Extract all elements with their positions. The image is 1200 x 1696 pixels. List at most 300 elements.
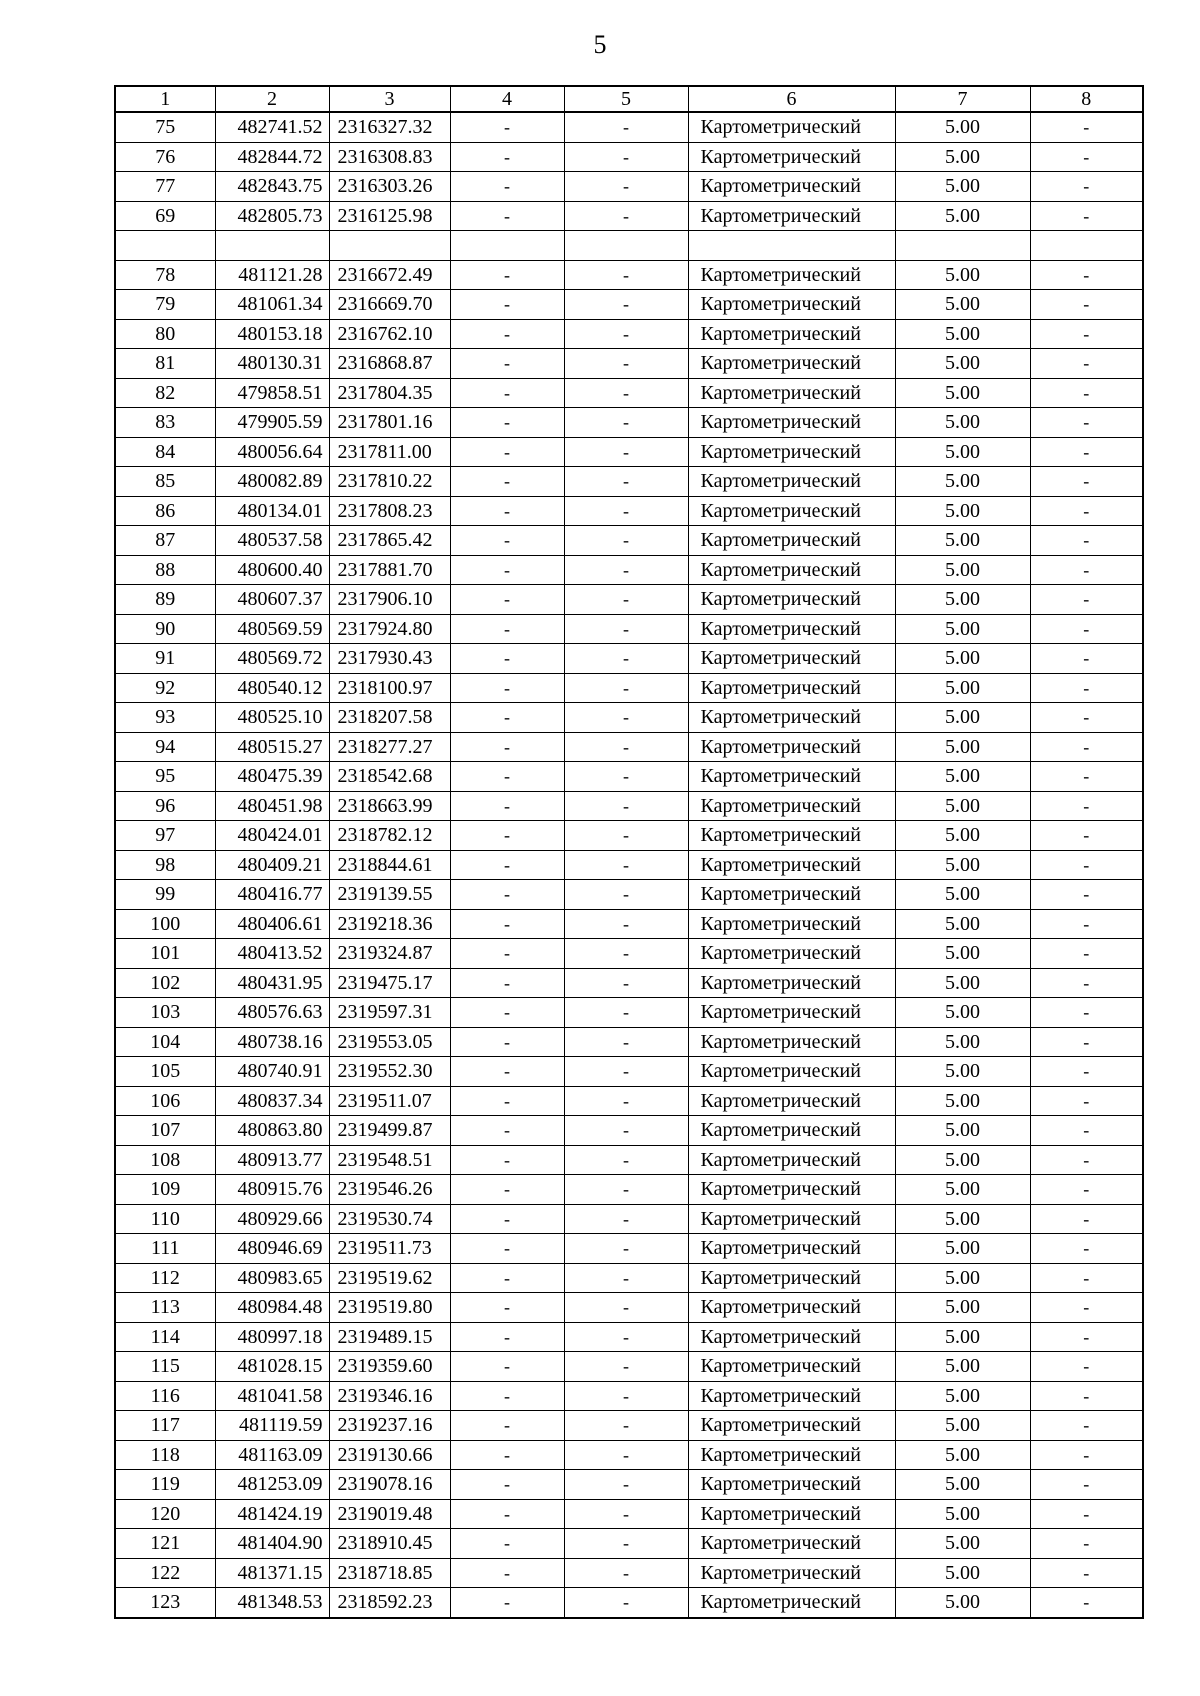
point-number-cell: 117 — [115, 1411, 215, 1441]
table-row — [115, 1381, 1143, 1411]
accuracy-cell: 5.00 — [895, 1588, 1030, 1618]
column-5-cell — [564, 231, 688, 261]
y-coordinate-cell: 2319324.87 — [329, 939, 450, 969]
method-cell: Картометрический — [688, 349, 895, 379]
x-coordinate-cell: 480984.48 — [215, 1293, 329, 1323]
x-coordinate-cell: 481253.09 — [215, 1470, 329, 1500]
column-8-cell: - — [1030, 496, 1143, 526]
column-4-cell: - — [450, 909, 564, 939]
table-row — [115, 142, 1143, 172]
x-coordinate-cell: 480837.34 — [215, 1086, 329, 1116]
table-row — [115, 880, 1143, 910]
accuracy-cell — [895, 231, 1030, 261]
point-number-cell: 109 — [115, 1175, 215, 1205]
column-4-cell: - — [450, 1204, 564, 1234]
column-header: 2 — [215, 86, 329, 112]
column-8-cell: - — [1030, 644, 1143, 674]
y-coordinate-cell: 2317881.70 — [329, 555, 450, 585]
column-8-cell: - — [1030, 319, 1143, 349]
method-cell: Картометрический — [688, 437, 895, 467]
column-4-cell: - — [450, 319, 564, 349]
x-coordinate-cell: 480569.72 — [215, 644, 329, 674]
y-coordinate-cell: 2316762.10 — [329, 319, 450, 349]
y-coordinate-cell: 2319597.31 — [329, 998, 450, 1028]
y-coordinate-cell: 2316669.70 — [329, 290, 450, 320]
point-number-cell: 69 — [115, 201, 215, 231]
table-row — [115, 614, 1143, 644]
method-cell: Картометрический — [688, 585, 895, 615]
column-4-cell: - — [450, 703, 564, 733]
column-8-cell: - — [1030, 555, 1143, 585]
point-number-cell: 84 — [115, 437, 215, 467]
table-row — [115, 1470, 1143, 1500]
table-row — [115, 290, 1143, 320]
x-coordinate-cell: 480540.12 — [215, 673, 329, 703]
y-coordinate-cell: 2318207.58 — [329, 703, 450, 733]
point-number-cell: 96 — [115, 791, 215, 821]
y-coordinate-cell: 2319078.16 — [329, 1470, 450, 1500]
point-number-cell: 113 — [115, 1293, 215, 1323]
table-row — [115, 998, 1143, 1028]
accuracy-cell: 5.00 — [895, 1027, 1030, 1057]
column-5-cell: - — [564, 998, 688, 1028]
accuracy-cell: 5.00 — [895, 585, 1030, 615]
point-number-cell: 90 — [115, 614, 215, 644]
x-coordinate-cell: 481424.19 — [215, 1499, 329, 1529]
x-coordinate-cell: 481121.28 — [215, 260, 329, 290]
y-coordinate-cell: 2317808.23 — [329, 496, 450, 526]
column-8-cell: - — [1030, 1027, 1143, 1057]
column-4-cell: - — [450, 555, 564, 585]
column-4-cell: - — [450, 1588, 564, 1618]
accuracy-cell: 5.00 — [895, 319, 1030, 349]
column-4-cell: - — [450, 142, 564, 172]
y-coordinate-cell: 2319553.05 — [329, 1027, 450, 1057]
column-8-cell: - — [1030, 880, 1143, 910]
point-number-cell: 100 — [115, 909, 215, 939]
column-8-cell: - — [1030, 1588, 1143, 1618]
column-5-cell: - — [564, 1027, 688, 1057]
y-coordinate-cell: 2318663.99 — [329, 791, 450, 821]
column-5-cell: - — [564, 1086, 688, 1116]
column-4-cell: - — [450, 791, 564, 821]
x-coordinate-cell: 481163.09 — [215, 1440, 329, 1470]
point-number-cell: 102 — [115, 968, 215, 998]
accuracy-cell: 5.00 — [895, 762, 1030, 792]
point-number-cell: 110 — [115, 1204, 215, 1234]
y-coordinate-cell: 2317865.42 — [329, 526, 450, 556]
x-coordinate-cell: 481371.15 — [215, 1558, 329, 1588]
point-number-cell: 104 — [115, 1027, 215, 1057]
accuracy-cell: 5.00 — [895, 1116, 1030, 1146]
accuracy-cell: 5.00 — [895, 1234, 1030, 1264]
point-number-cell: 123 — [115, 1588, 215, 1618]
y-coordinate-cell: 2317906.10 — [329, 585, 450, 615]
method-cell: Картометрический — [688, 260, 895, 290]
column-header: 4 — [450, 86, 564, 112]
y-coordinate-cell: 2319530.74 — [329, 1204, 450, 1234]
x-coordinate-cell: 481119.59 — [215, 1411, 329, 1441]
column-5-cell: - — [564, 673, 688, 703]
x-coordinate-cell: 481348.53 — [215, 1588, 329, 1618]
column-4-cell: - — [450, 762, 564, 792]
accuracy-cell: 5.00 — [895, 968, 1030, 998]
accuracy-cell: 5.00 — [895, 909, 1030, 939]
column-4-cell: - — [450, 673, 564, 703]
column-4-cell: - — [450, 1499, 564, 1529]
point-number-cell: 122 — [115, 1558, 215, 1588]
column-header: 3 — [329, 86, 450, 112]
column-header: 1 — [115, 86, 215, 112]
method-cell: Картометрический — [688, 172, 895, 202]
column-8-cell: - — [1030, 791, 1143, 821]
column-8-cell: - — [1030, 703, 1143, 733]
column-5-cell: - — [564, 1588, 688, 1618]
table-row — [115, 1322, 1143, 1352]
point-number-cell: 78 — [115, 260, 215, 290]
method-cell: Картометрический — [688, 1352, 895, 1382]
column-5-cell: - — [564, 1116, 688, 1146]
table-row — [115, 703, 1143, 733]
accuracy-cell: 5.00 — [895, 880, 1030, 910]
method-cell: Картометрический — [688, 1175, 895, 1205]
x-coordinate-cell: 480056.64 — [215, 437, 329, 467]
column-5-cell: - — [564, 1263, 688, 1293]
y-coordinate-cell: 2319475.17 — [329, 968, 450, 998]
y-coordinate-cell: 2319511.07 — [329, 1086, 450, 1116]
method-cell: Картометрический — [688, 1057, 895, 1087]
column-5-cell: - — [564, 1057, 688, 1087]
column-8-cell: - — [1030, 378, 1143, 408]
x-coordinate-cell: 480997.18 — [215, 1322, 329, 1352]
point-number-cell: 81 — [115, 349, 215, 379]
column-8-cell: - — [1030, 1234, 1143, 1264]
column-header: 8 — [1030, 86, 1143, 112]
y-coordinate-cell: 2317801.16 — [329, 408, 450, 438]
column-8-cell: - — [1030, 585, 1143, 615]
table-row — [115, 437, 1143, 467]
y-coordinate-cell: 2319130.66 — [329, 1440, 450, 1470]
table-row — [115, 1499, 1143, 1529]
x-coordinate-cell: 480413.52 — [215, 939, 329, 969]
accuracy-cell: 5.00 — [895, 1263, 1030, 1293]
x-coordinate-cell: 480946.69 — [215, 1234, 329, 1264]
x-coordinate-cell: 480130.31 — [215, 349, 329, 379]
table-row — [115, 909, 1143, 939]
column-8-cell: - — [1030, 1293, 1143, 1323]
column-8-cell: - — [1030, 1086, 1143, 1116]
table-row — [115, 791, 1143, 821]
column-8-cell: - — [1030, 408, 1143, 438]
accuracy-cell: 5.00 — [895, 408, 1030, 438]
column-4-cell: - — [450, 526, 564, 556]
point-number-cell: 99 — [115, 880, 215, 910]
column-4-cell: - — [450, 112, 564, 142]
x-coordinate-cell: 480416.77 — [215, 880, 329, 910]
column-5-cell: - — [564, 319, 688, 349]
column-4-cell: - — [450, 880, 564, 910]
x-coordinate-cell: 480525.10 — [215, 703, 329, 733]
accuracy-cell: 5.00 — [895, 998, 1030, 1028]
column-5-cell: - — [564, 1529, 688, 1559]
x-coordinate-cell — [215, 231, 329, 261]
column-5-cell: - — [564, 1322, 688, 1352]
column-5-cell: - — [564, 526, 688, 556]
column-4-cell — [450, 231, 564, 261]
method-cell: Картометрический — [688, 880, 895, 910]
point-number-cell: 97 — [115, 821, 215, 851]
column-8-cell: - — [1030, 1440, 1143, 1470]
column-8-cell: - — [1030, 1322, 1143, 1352]
y-coordinate-cell: 2317804.35 — [329, 378, 450, 408]
method-cell: Картометрический — [688, 1116, 895, 1146]
column-4-cell: - — [450, 1234, 564, 1264]
method-cell: Картометрический — [688, 939, 895, 969]
y-coordinate-cell: 2316868.87 — [329, 349, 450, 379]
table-row — [115, 231, 1143, 261]
method-cell: Картометрический — [688, 290, 895, 320]
table-row — [115, 644, 1143, 674]
table-row — [115, 201, 1143, 231]
column-8-cell: - — [1030, 909, 1143, 939]
point-number-cell: 119 — [115, 1470, 215, 1500]
column-8-cell: - — [1030, 260, 1143, 290]
point-number-cell: 92 — [115, 673, 215, 703]
column-5-cell: - — [564, 850, 688, 880]
table-row — [115, 172, 1143, 202]
y-coordinate-cell: 2318592.23 — [329, 1588, 450, 1618]
column-5-cell: - — [564, 1204, 688, 1234]
point-number-cell: 87 — [115, 526, 215, 556]
point-number-cell: 77 — [115, 172, 215, 202]
method-cell: Картометрический — [688, 1086, 895, 1116]
x-coordinate-cell: 480913.77 — [215, 1145, 329, 1175]
method-cell: Картометрический — [688, 1263, 895, 1293]
y-coordinate-cell: 2319218.36 — [329, 909, 450, 939]
column-8-cell: - — [1030, 142, 1143, 172]
method-cell: Картометрический — [688, 1204, 895, 1234]
y-coordinate-cell: 2319546.26 — [329, 1175, 450, 1205]
method-cell: Картометрический — [688, 850, 895, 880]
column-5-cell: - — [564, 142, 688, 172]
accuracy-cell: 5.00 — [895, 1057, 1030, 1087]
point-number-cell: 94 — [115, 732, 215, 762]
accuracy-cell: 5.00 — [895, 526, 1030, 556]
table-row — [115, 408, 1143, 438]
table-row — [115, 821, 1143, 851]
column-8-cell: - — [1030, 172, 1143, 202]
point-number-cell: 86 — [115, 496, 215, 526]
column-8-cell: - — [1030, 1499, 1143, 1529]
point-number-cell: 98 — [115, 850, 215, 880]
table-row — [115, 1411, 1143, 1441]
accuracy-cell: 5.00 — [895, 1145, 1030, 1175]
method-cell: Картометрический — [688, 526, 895, 556]
point-number-cell: 107 — [115, 1116, 215, 1146]
point-number-cell: 114 — [115, 1322, 215, 1352]
x-coordinate-cell: 480451.98 — [215, 791, 329, 821]
x-coordinate-cell: 480409.21 — [215, 850, 329, 880]
y-coordinate-cell: 2316125.98 — [329, 201, 450, 231]
y-coordinate-cell: 2316327.32 — [329, 112, 450, 142]
method-cell: Картометрический — [688, 408, 895, 438]
y-coordinate-cell: 2319519.80 — [329, 1293, 450, 1323]
column-5-cell: - — [564, 349, 688, 379]
accuracy-cell: 5.00 — [895, 496, 1030, 526]
accuracy-cell: 5.00 — [895, 1499, 1030, 1529]
table-row — [115, 319, 1143, 349]
column-8-cell: - — [1030, 112, 1143, 142]
method-cell: Картометрический — [688, 1499, 895, 1529]
column-8-cell: - — [1030, 1558, 1143, 1588]
accuracy-cell: 5.00 — [895, 1322, 1030, 1352]
y-coordinate-cell: 2319237.16 — [329, 1411, 450, 1441]
point-number-cell: 116 — [115, 1381, 215, 1411]
method-cell: Картометрический — [688, 1322, 895, 1352]
accuracy-cell: 5.00 — [895, 1529, 1030, 1559]
x-coordinate-cell: 480537.58 — [215, 526, 329, 556]
point-number-cell: 120 — [115, 1499, 215, 1529]
column-4-cell: - — [450, 585, 564, 615]
table-row — [115, 1175, 1143, 1205]
y-coordinate-cell: 2318718.85 — [329, 1558, 450, 1588]
column-4-cell: - — [450, 290, 564, 320]
accuracy-cell: 5.00 — [895, 1175, 1030, 1205]
y-coordinate-cell: 2319346.16 — [329, 1381, 450, 1411]
method-cell: Картометрический — [688, 614, 895, 644]
column-4-cell: - — [450, 1175, 564, 1205]
table-row — [115, 1588, 1143, 1618]
table-row — [115, 526, 1143, 556]
y-coordinate-cell: 2319511.73 — [329, 1234, 450, 1264]
column-8-cell: - — [1030, 821, 1143, 851]
method-cell: Картометрический — [688, 1381, 895, 1411]
column-5-cell: - — [564, 1175, 688, 1205]
column-8-cell: - — [1030, 998, 1143, 1028]
y-coordinate-cell: 2316308.83 — [329, 142, 450, 172]
method-cell: Картометрический — [688, 1411, 895, 1441]
y-coordinate-cell — [329, 231, 450, 261]
coordinates-table — [114, 85, 1144, 1619]
method-cell: Картометрический — [688, 201, 895, 231]
point-number-cell: 93 — [115, 703, 215, 733]
table-row — [115, 1086, 1143, 1116]
column-5-cell: - — [564, 939, 688, 969]
x-coordinate-cell: 480431.95 — [215, 968, 329, 998]
y-coordinate-cell: 2317924.80 — [329, 614, 450, 644]
point-number-cell: 103 — [115, 998, 215, 1028]
page-number: 5 — [593, 30, 607, 59]
column-8-cell: - — [1030, 732, 1143, 762]
table-row — [115, 1440, 1143, 1470]
table-row — [115, 467, 1143, 497]
column-4-cell: - — [450, 1057, 564, 1087]
x-coordinate-cell: 480406.61 — [215, 909, 329, 939]
table-row — [115, 1234, 1143, 1264]
x-coordinate-cell: 480738.16 — [215, 1027, 329, 1057]
point-number-cell: 111 — [115, 1234, 215, 1264]
column-5-cell: - — [564, 1440, 688, 1470]
method-cell: Картометрический — [688, 1558, 895, 1588]
column-4-cell: - — [450, 821, 564, 851]
y-coordinate-cell: 2316303.26 — [329, 172, 450, 202]
method-cell: Картометрический — [688, 1588, 895, 1618]
x-coordinate-cell: 480082.89 — [215, 467, 329, 497]
accuracy-cell: 5.00 — [895, 939, 1030, 969]
column-5-cell: - — [564, 555, 688, 585]
column-8-cell: - — [1030, 968, 1143, 998]
column-5-cell: - — [564, 1381, 688, 1411]
accuracy-cell: 5.00 — [895, 1440, 1030, 1470]
point-number-cell: 85 — [115, 467, 215, 497]
accuracy-cell: 5.00 — [895, 1293, 1030, 1323]
column-4-cell: - — [450, 201, 564, 231]
column-5-cell: - — [564, 968, 688, 998]
accuracy-cell: 5.00 — [895, 1352, 1030, 1382]
column-5-cell: - — [564, 821, 688, 851]
method-cell: Картометрический — [688, 909, 895, 939]
column-8-cell: - — [1030, 1352, 1143, 1382]
column-8-cell: - — [1030, 1057, 1143, 1087]
y-coordinate-cell: 2319019.48 — [329, 1499, 450, 1529]
x-coordinate-cell: 480915.76 — [215, 1175, 329, 1205]
column-5-cell: - — [564, 703, 688, 733]
column-4-cell: - — [450, 939, 564, 969]
column-8-cell: - — [1030, 349, 1143, 379]
column-8-cell: - — [1030, 290, 1143, 320]
column-5-cell: - — [564, 408, 688, 438]
column-4-cell: - — [450, 1411, 564, 1441]
x-coordinate-cell: 480740.91 — [215, 1057, 329, 1087]
column-4-cell: - — [450, 1558, 564, 1588]
accuracy-cell: 5.00 — [895, 821, 1030, 851]
accuracy-cell: 5.00 — [895, 703, 1030, 733]
method-cell: Картометрический — [688, 1234, 895, 1264]
method-cell: Картометрический — [688, 1440, 895, 1470]
column-4-cell: - — [450, 998, 564, 1028]
y-coordinate-cell: 2318100.97 — [329, 673, 450, 703]
point-number-cell: 80 — [115, 319, 215, 349]
x-coordinate-cell: 480153.18 — [215, 319, 329, 349]
column-8-cell: - — [1030, 526, 1143, 556]
column-5-cell: - — [564, 260, 688, 290]
x-coordinate-cell: 480424.01 — [215, 821, 329, 851]
x-coordinate-cell: 480475.39 — [215, 762, 329, 792]
x-coordinate-cell: 479858.51 — [215, 378, 329, 408]
column-4-cell: - — [450, 1145, 564, 1175]
table-row — [115, 732, 1143, 762]
accuracy-cell: 5.00 — [895, 1411, 1030, 1441]
method-cell: Картометрический — [688, 998, 895, 1028]
column-5-cell: - — [564, 1293, 688, 1323]
column-4-cell: - — [450, 1116, 564, 1146]
table-row — [115, 260, 1143, 290]
x-coordinate-cell: 482844.72 — [215, 142, 329, 172]
accuracy-cell: 5.00 — [895, 378, 1030, 408]
method-cell: Картометрический — [688, 703, 895, 733]
column-8-cell: - — [1030, 673, 1143, 703]
table-row — [115, 555, 1143, 585]
y-coordinate-cell: 2319548.51 — [329, 1145, 450, 1175]
column-4-cell: - — [450, 260, 564, 290]
accuracy-cell: 5.00 — [895, 172, 1030, 202]
column-5-cell: - — [564, 1558, 688, 1588]
column-4-cell: - — [450, 1529, 564, 1559]
column-8-cell — [1030, 231, 1143, 261]
column-5-cell: - — [564, 1499, 688, 1529]
y-coordinate-cell: 2319489.15 — [329, 1322, 450, 1352]
column-4-cell: - — [450, 1352, 564, 1382]
